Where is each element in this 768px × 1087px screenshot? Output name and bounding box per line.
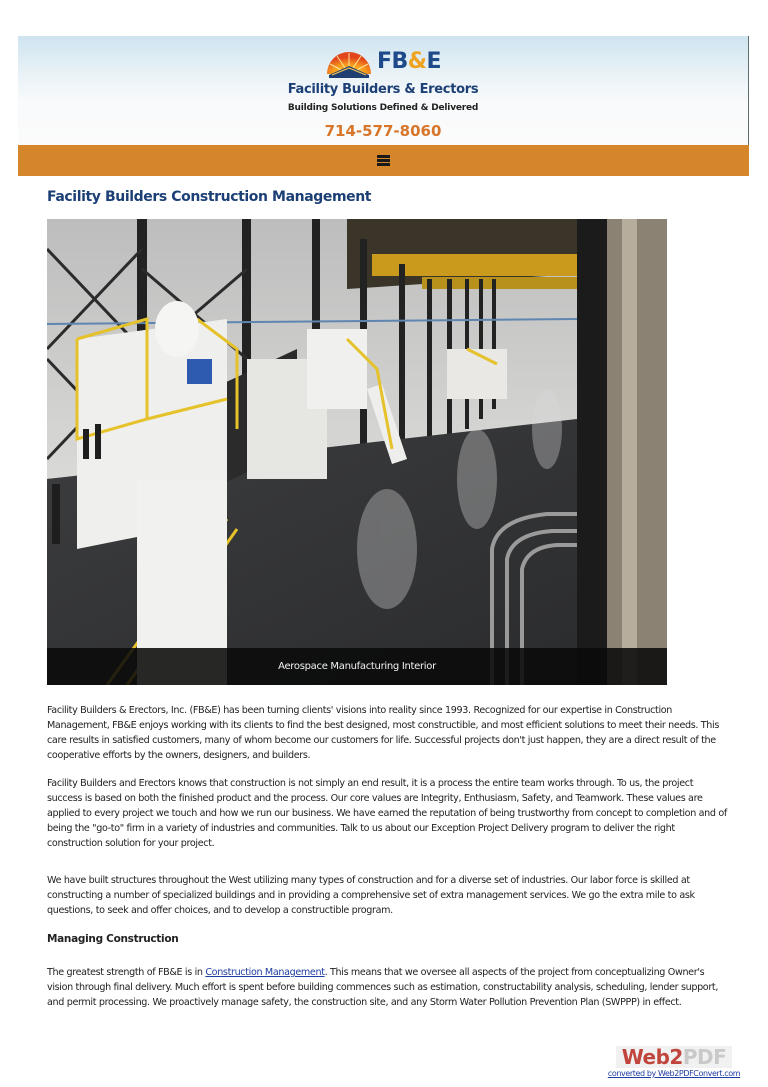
tagline: Building Solutions Defined & Delivered — [287, 103, 479, 113]
aerospace-facility-photo — [47, 219, 667, 685]
hero-caption: Aerospace Manufacturing Interior — [47, 648, 667, 685]
values-paragraph: Facility Builders and Erectors knows that construction is not simply an end result, it is a process the entire team works through. To us, the project success is based on both the finished product and the process. Our core values are Integrity, Enthusiasm, Safety, and Teamwork. These values are applied to every project we touch and how we run our business. We have earned the reputation of being trustworthy from concept to completion and of being the "go-to" firm in a variety of industries and communities. Talk to us about our Exception Project Delivery program to deliver the right construction solution for your project. — [47, 778, 727, 849]
hero-image — [47, 219, 667, 685]
site-header — [18, 36, 749, 145]
managing-construction-paragraph — [47, 965, 727, 1010]
converted-by-link[interactable]: converted by Web2PDFConvert.com — [607, 1069, 741, 1078]
experience-paragraph: We have built structures throughout the West utilizing many types of construction and for a diverse set of industries. Our labor force is skilled at constructing a number of specialized buildings and in providing a comprehensive set of extra management services. We go the extra mile to ask questions, to seek and offer choices, and to develop a constructible program. — [47, 875, 695, 916]
logo[interactable] — [18, 44, 748, 78]
page-title: Facility Builders Construction Management — [47, 189, 372, 205]
hamburger-menu-icon[interactable] — [377, 155, 390, 166]
company-name: Facility Builders & Erectors — [287, 82, 479, 97]
phone-number[interactable]: 714-577-8060 — [324, 122, 442, 140]
nav-bar — [18, 145, 749, 176]
section-heading: Managing Construction — [47, 933, 179, 945]
web2pdf-logo: Web2PDF — [616, 1046, 733, 1068]
construction-management-link[interactable]: Construction Management — [205, 967, 325, 978]
sunrise-logo-icon — [325, 44, 373, 78]
paragraph-text: . This means that we oversee all aspects of the project from conceptualizing Owner's vision through final delivery. Much effort is spent before building commences such as estimation, constructability analysis, scheduling, lender support, and permit processing. We proactively manage safety, the construction site, and any Storm Water Pollution Prevention Plan (SWPPP) in effect. — [47, 967, 719, 1008]
logo-wordmark: FB&E — [376, 48, 441, 74]
intro-paragraph: Facility Builders & Erectors, Inc. (FB&E) has been turning clients' visions into reality since 1993. Recognized for our expertise in Construction Management, FB&E enjoys working with its clients to find the best designed, most constructible, and most efficient solutions to meet their needs. This care results in satisfied customers, many of whom become our customers for life. Successful projects don't just happen, they are a direct result of the cooperative efforts by the owners, designers, and builders. — [47, 705, 720, 761]
paragraph-text: The greatest strength of FB&E is in — [47, 967, 206, 978]
page — [18, 36, 749, 1056]
web2pdf-badge — [604, 1046, 744, 1078]
main-content — [18, 176, 749, 1056]
